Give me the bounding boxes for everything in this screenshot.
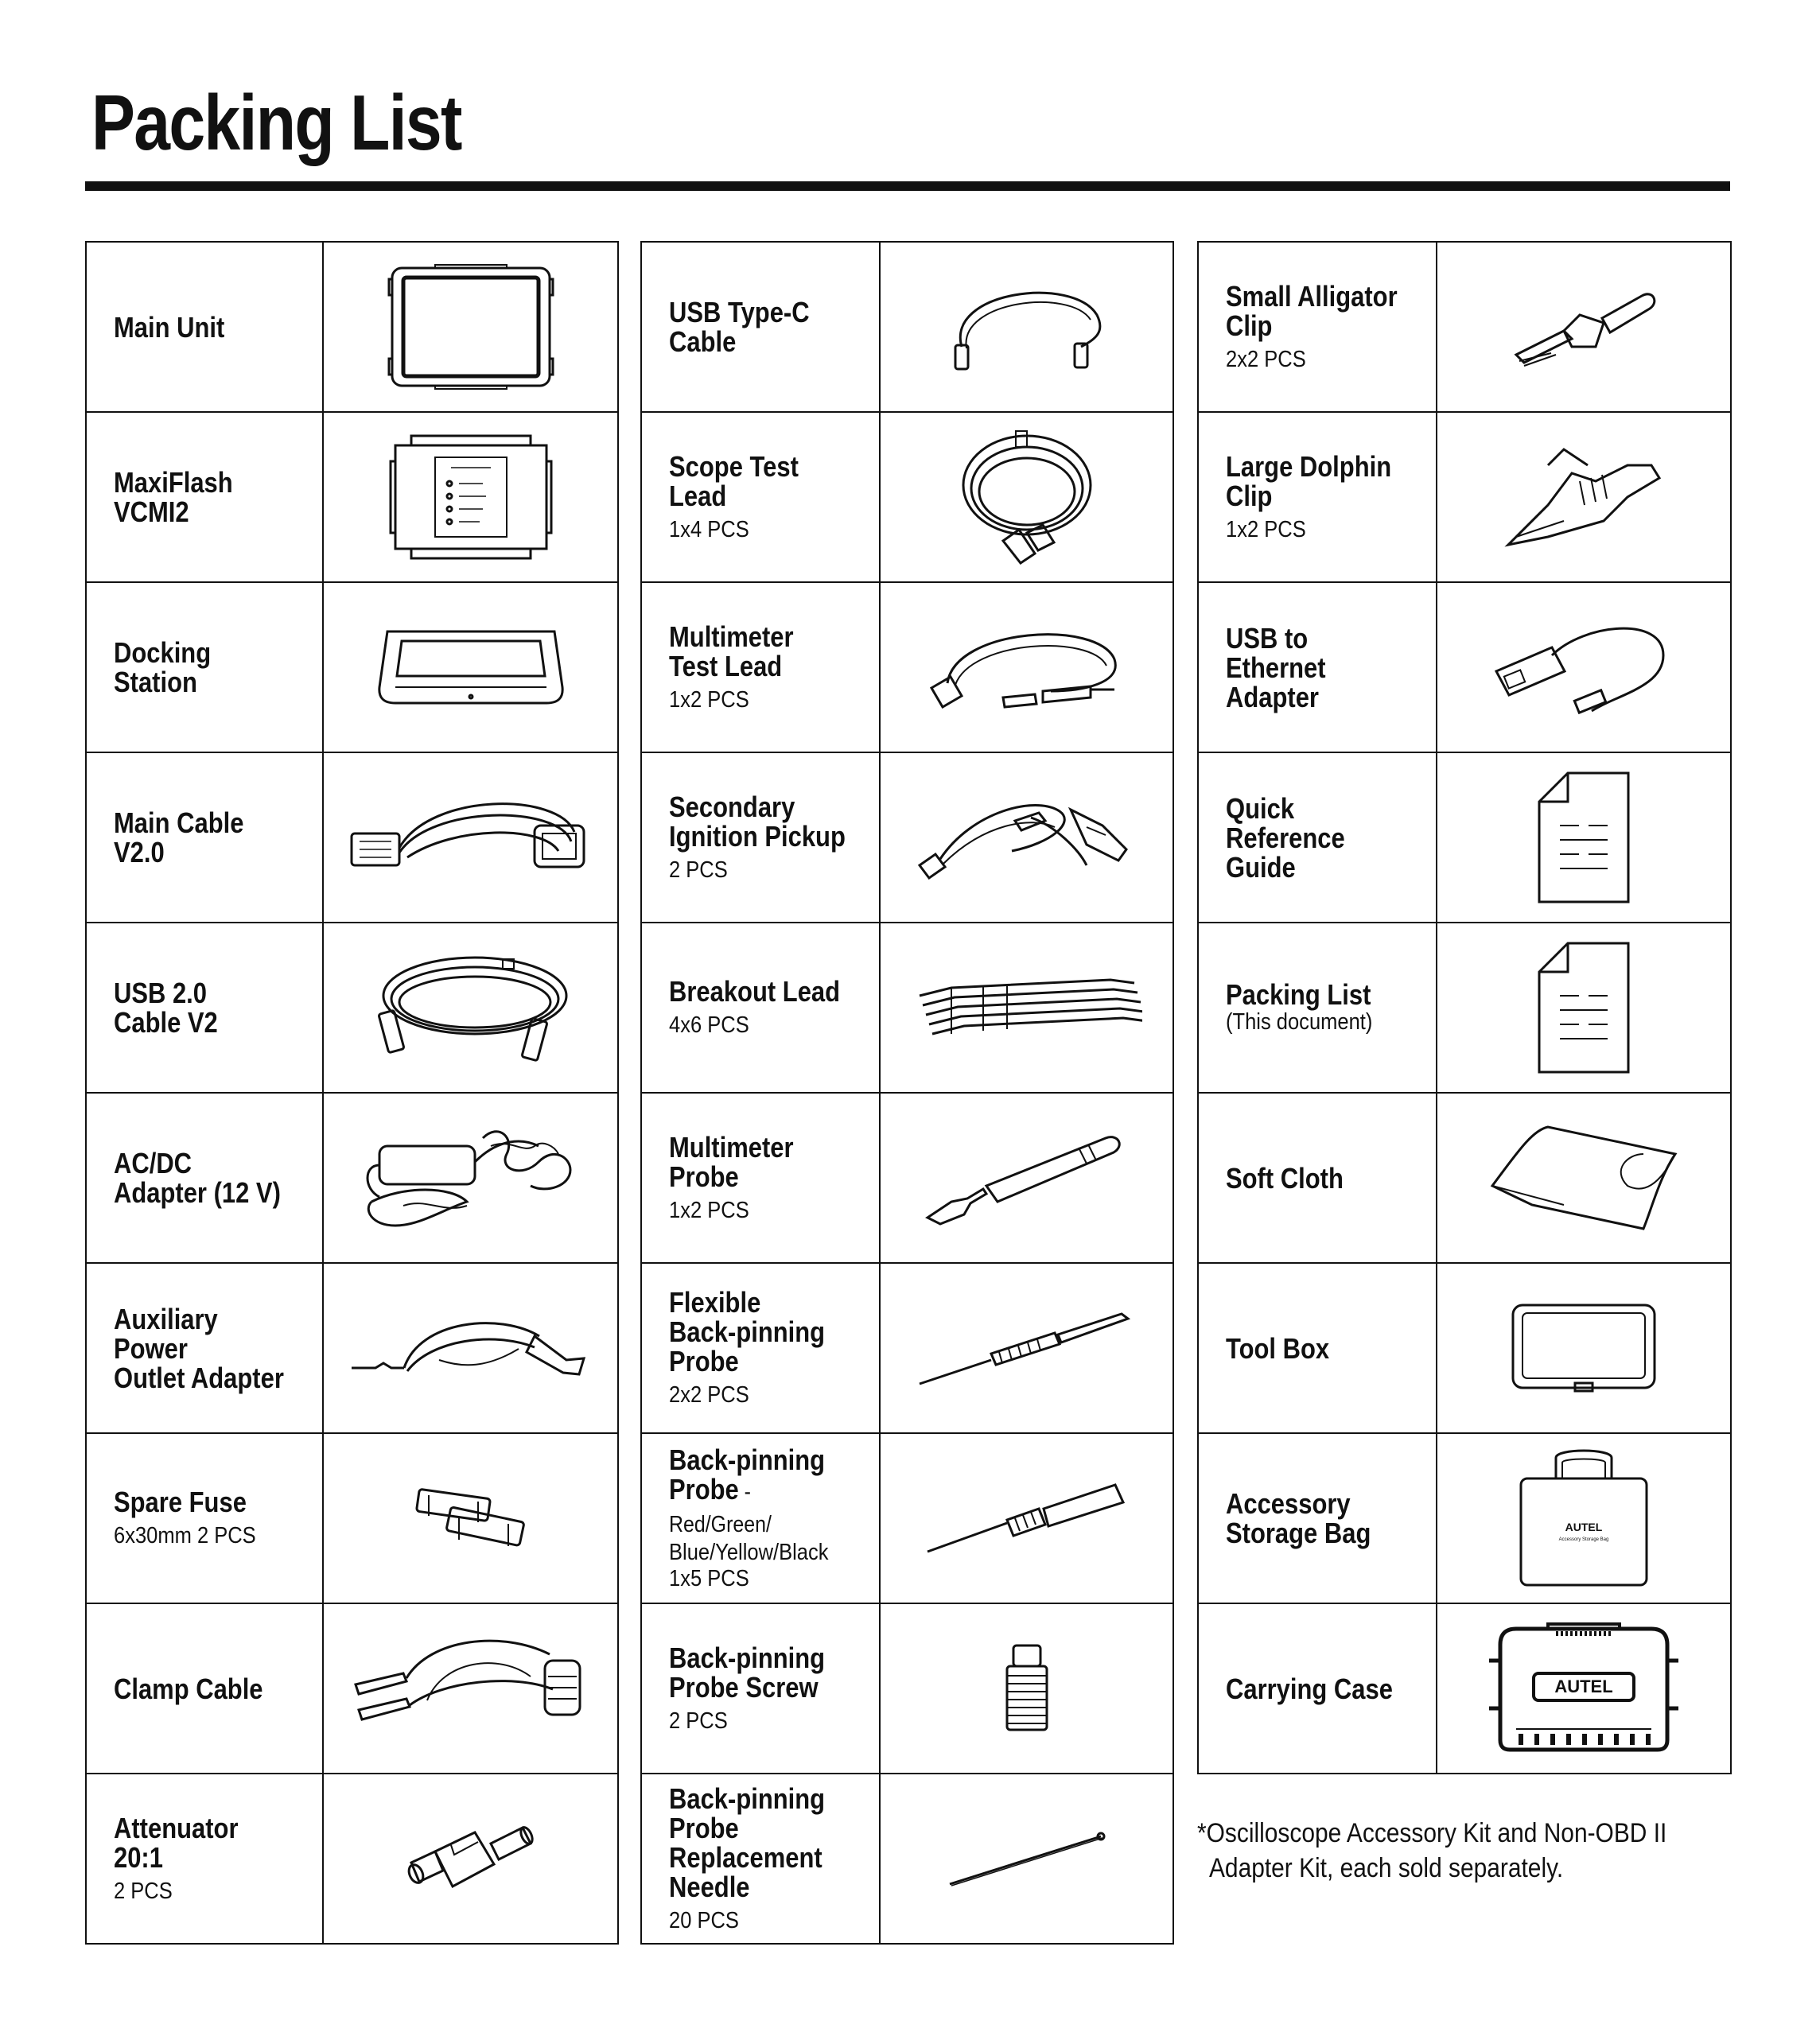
item-image-cell [323,242,618,412]
scope-lead-icon [955,422,1099,573]
packing-table-middle [640,241,1174,1945]
item-name-cell [86,242,323,412]
docking-station-icon [371,624,570,711]
table-row [1198,752,1731,923]
item-name-cell [86,1433,323,1603]
item-quantity: 2x2 PCS [1226,346,1306,372]
item-label-colors: - Red/Green/ [669,1478,772,1537]
item-image-cell [323,1263,618,1433]
item-image-cell [1437,923,1731,1093]
item-quantity: 2x2 PCS [669,1382,749,1408]
item-label: Large Dolphin Clip [1226,449,1392,512]
packing-table-left [85,241,619,1945]
item-quantity: 1x4 PCS [669,516,749,542]
item-label: Clamp Cable [114,1672,263,1705]
document-icon [1536,770,1631,905]
item-name-cell [641,242,880,412]
item-image-cell [880,923,1173,1093]
item-image-cell [323,1603,618,1774]
item-name-cell [1198,1433,1437,1603]
item-image-cell [1437,1093,1731,1263]
item-label: AC/DC Adapter (12 V) [114,1147,281,1209]
item-name-cell [86,582,323,752]
item-image-cell [323,582,618,752]
item-label: Multimeter Test Lead [669,620,794,682]
item-name-cell [641,1093,880,1263]
item-quantity: (This document) [1226,1009,1373,1035]
table-row [86,1433,618,1603]
item-image-cell [1437,1263,1731,1433]
item-label: Soft Cloth [1226,1161,1344,1195]
table-row [86,412,618,582]
table-row [1198,1093,1731,1263]
fuse-icon [411,1482,531,1554]
item-label: Back-pinning Probe Screw [669,1641,826,1704]
usb-c-cable-icon [947,275,1106,379]
item-name-cell [86,1774,323,1944]
table-row [86,923,618,1093]
item-name-cell [1198,242,1437,412]
item-label: Secondary Ignition Pickup [669,790,846,853]
table-row [86,752,618,923]
table-row [641,1774,1173,1944]
document-icon [1536,940,1631,1075]
item-label: Tool Box [1226,1331,1330,1365]
item-name-cell [86,412,323,582]
item-label: Small Alligator Clip [1226,279,1398,342]
item-image-cell [323,1433,618,1603]
item-image-cell [880,1774,1173,1944]
item-image-cell [880,1093,1173,1263]
table-row [86,1603,618,1774]
item-quantity: 1x5 PCS [669,1565,749,1591]
table-row [641,1603,1173,1774]
outlet-adapter-icon [344,1304,598,1392]
item-name-cell [1198,752,1437,923]
item-name-cell [1198,1263,1437,1433]
back-pin-probe-icon [920,1478,1134,1558]
item-quantity: 2 PCS [669,857,728,883]
table-row [1198,242,1731,412]
bag-brand-text: AUTEL [1565,1521,1603,1533]
attenuator-icon [403,1815,539,1902]
item-label: Packing List [1226,978,1371,1011]
item-image-cell [880,242,1173,412]
table-row [1198,412,1731,582]
page-title: Packing List [91,79,461,166]
item-image-cell [1437,242,1731,412]
item-name-cell [641,412,880,582]
alligator-clip-icon [1508,283,1659,371]
item-name-cell [86,1093,323,1263]
item-quantity: 1x2 PCS [669,1197,749,1223]
clamp-cable-icon [348,1637,594,1740]
item-image-cell [880,1263,1173,1433]
table-row [641,923,1173,1093]
item-image-cell [323,752,618,923]
table-row [641,1093,1173,1263]
table-row [641,242,1173,412]
table-row [86,1774,618,1944]
item-name-cell [1198,412,1437,582]
item-name-cell [86,1603,323,1774]
item-name-cell [86,1263,323,1433]
item-label: Multimeter Probe [669,1130,794,1193]
item-name-cell [641,923,880,1093]
item-quantity: 4x6 PCS [669,1012,749,1038]
item-name-cell [1198,582,1437,752]
item-label: Attenuator 20:1 [114,1811,239,1874]
item-label-main: Back-pinning Probe [669,1443,826,1506]
table-row [1198,1263,1731,1433]
item-label: Spare Fuse [114,1486,247,1518]
item-label: Accessory Storage Bag [1226,1487,1371,1549]
table-row [641,582,1173,752]
item-label: USB to Ethernet Adapter [1226,621,1326,713]
tool-box-icon [1508,1300,1659,1396]
item-image-cell [323,923,618,1093]
tablet-icon [387,263,554,390]
item-quantity: 6x30mm 2 PCS [114,1523,256,1548]
item-image-cell [1437,412,1731,582]
item-image-cell [880,582,1173,752]
storage-bag-icon [1516,1447,1651,1590]
item-label: Main Unit [114,310,225,344]
item-name-cell [641,1263,880,1433]
item-quantity: 1x2 PCS [669,686,749,713]
bag-subtitle-text: Accessory Storage Bag [1558,1537,1609,1542]
item-image-cell [1437,1603,1731,1774]
item-image-cell [1437,582,1731,752]
item-image-cell [323,412,618,582]
item-label: Breakout Lead [669,975,841,1008]
item-name-cell [641,1774,880,1944]
case-brand-text: AUTEL [1554,1677,1613,1696]
table-row [86,582,618,752]
item-name-cell [1198,1093,1437,1263]
item-image-cell [323,1774,618,1944]
item-label: Flexible Back-pinning Probe [669,1286,826,1377]
item-name-cell [641,1433,880,1603]
table-row [1198,923,1731,1093]
item-label: Carrying Case [1226,1672,1393,1705]
item-quantity: 2 PCS [669,1708,728,1734]
item-colors-continued: Blue/Yellow/Black [669,1539,829,1565]
item-name-cell [1198,923,1437,1093]
table-row [86,1093,618,1263]
footnote: *Oscilloscope Accessory Kit and Non-OBD II Adapter Kit, each sold separately. [1197,1818,1667,1883]
item-name-cell [641,1603,880,1774]
item-image-cell [323,1093,618,1263]
table-row [641,1433,1173,1603]
item-image-cell [880,1433,1173,1603]
usb-cable-icon [368,940,574,1075]
main-cable-icon [344,786,598,889]
vci-box-icon [387,429,554,565]
item-label: Scope Test Lead [669,449,799,512]
item-label: Back-pinning Probe Replacement Needle [669,1782,826,1903]
table-row [641,752,1173,923]
item-quantity: 2 PCS [114,1878,173,1904]
ethernet-adapter-icon [1488,616,1679,719]
multimeter-probe-icon [920,1130,1134,1226]
item-name-cell [641,752,880,923]
item-quantity: 1x2 PCS [1226,516,1306,542]
needle-icon [943,1827,1110,1890]
title-divider [85,181,1730,191]
item-label: Main Cable V2.0 [114,806,244,868]
item-quantity: 20 PCS [669,1907,739,1933]
table-row [86,242,618,412]
item-image-cell [880,752,1173,923]
table-row [86,1263,618,1433]
item-label: USB 2.0 Cable V2 [114,977,218,1039]
probe-screw-icon [999,1641,1055,1736]
item-label: MaxiFlash VCMI2 [114,466,233,528]
ignition-pickup-icon [912,786,1142,889]
table-row [641,1263,1173,1433]
item-name-cell [86,752,323,923]
table-row [1198,1433,1731,1603]
item-label: Quick Reference Guide [1226,791,1345,884]
item-image-cell [1437,752,1731,923]
item-name-cell [1198,1603,1437,1774]
item-label [669,1445,850,1540]
multimeter-lead-icon [924,612,1130,723]
item-label: Docking Station [114,636,212,698]
table-row [641,412,1173,582]
table-row [1198,1603,1731,1774]
item-name-cell [641,582,880,752]
item-image-cell [1437,1433,1731,1603]
item-image-cell [880,412,1173,582]
item-label: USB Type-C Cable [669,296,810,358]
cloth-icon [1484,1122,1683,1234]
item-label: Auxiliary Power Outlet Adapter [114,1302,284,1394]
item-name-cell [86,923,323,1093]
dolphin-clip-icon [1500,441,1667,553]
item-image-cell [880,1603,1173,1774]
carrying-case-icon [1484,1621,1683,1756]
power-adapter-icon [356,1114,586,1241]
flexible-probe-icon [912,1304,1142,1392]
packing-table-right [1197,241,1732,1774]
breakout-lead-icon [912,964,1142,1051]
table-row [1198,582,1731,752]
